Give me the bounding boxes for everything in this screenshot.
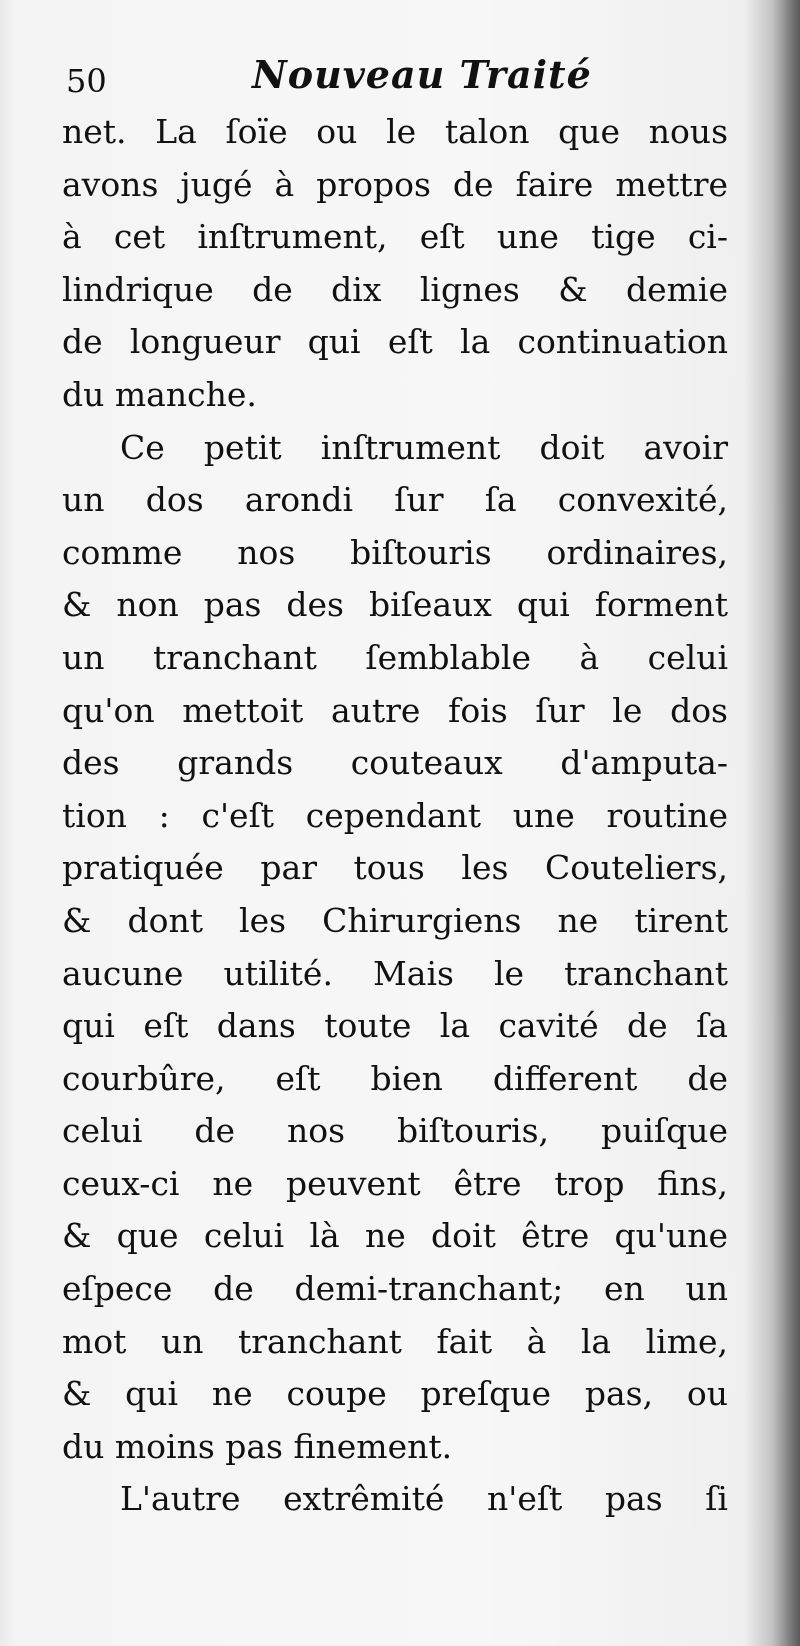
text-line: lindrique de dix lignes & demie [62,269,728,309]
text-line: des grands couteaux d'amputa- [62,743,728,783]
text-line: & qui ne coupe preſque pas, ou [62,1374,728,1414]
text-line: & dont les Chirurgiens ne tirent [62,900,728,940]
paragraph [62,106,728,422]
text-line: celui de nos biſtouris, puiſque [62,1111,728,1151]
running-head [66,52,726,112]
text-line: Ce petit inſtrument doit avoir [120,427,728,467]
text-line: qu'on mettoit autre fois ſur le dos [62,690,728,730]
text-line: & non pas des biſeaux qui forment [62,585,728,625]
body-text [62,106,728,1526]
text-line: comme nos biſtouris ordinaires, [62,532,728,572]
text-line: ceux-ci ne peuvent être trop fins, [62,1163,728,1203]
running-title: Nouveau Traité [252,52,592,97]
text-line: net. La ſoïe ou le talon que nous [62,112,728,151]
text-line: pratiquée par tous les Couteliers, [62,848,728,888]
text-line: avons jugé à propos de faire mettre [62,164,728,204]
text-line: mot un tranchant fait à la lime, [62,1321,728,1361]
text-line: & que celui là ne doit être qu'une [62,1216,728,1256]
page-number: 50 [66,62,107,100]
text-line: courbûre, eſt bien different de [62,1058,728,1098]
text-line: qui eſt dans toute la cavité de ſa [62,1006,728,1046]
text-line: tion : c'eſt cependant une routine [62,795,728,835]
page-gutter-shadow [772,0,800,1646]
text-line: aucune utilité. Mais le tranchant [62,953,728,993]
paragraph [62,422,728,1474]
text-line: à cet inſtrument, eſt une tige ci- [62,217,728,257]
text-line: L'autre extrêmité n'eſt pas ſi [120,1479,728,1519]
text-line: du manche. [62,374,257,414]
text-line: eſpece de demi-tranchant; en un [62,1269,728,1309]
text-line: un tranchant ſemblable à celui [62,637,728,677]
text-line: un dos arondi ſur ſa convexité, [62,480,728,520]
text-line: du moins pas finement. [62,1426,453,1466]
text-line: de longueur qui eſt la continuation [62,322,728,362]
paragraph [62,1473,728,1526]
